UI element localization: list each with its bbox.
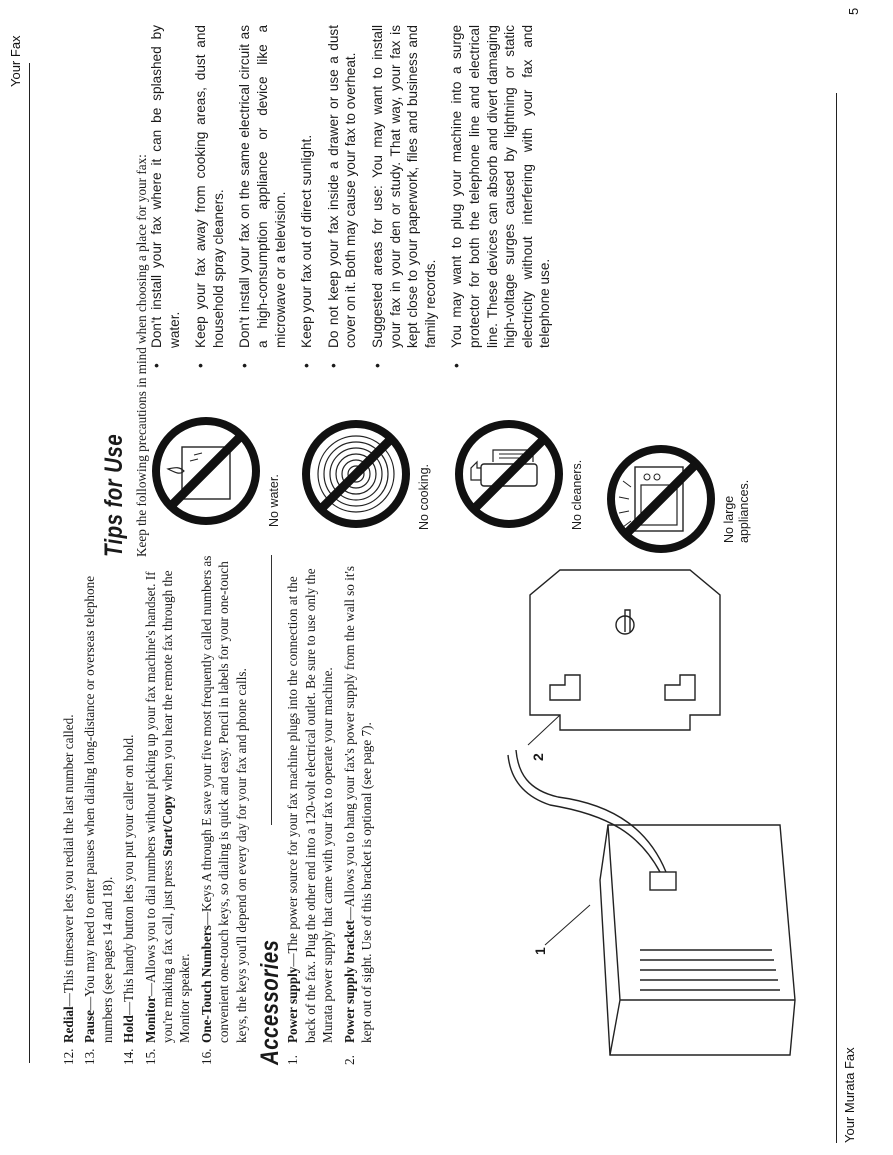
tips-intro: Keep the following precautions in mind when choosing a place for your fax: <box>134 154 149 557</box>
item-text: —Keys A through E save your five most frequently called numbers as convenient one-touch keys, so dialing is quick and easy. Pencil in labels for your one-touch keys, the keys you'll depend on every day for your fax and phone calls. <box>198 555 249 1043</box>
item-term: One-Touch Numbers <box>198 925 214 1043</box>
bullet: • <box>193 363 209 368</box>
callout-1: 1 <box>532 947 548 955</box>
no-large-appliances-icon <box>605 443 717 555</box>
running-foot: Your Murata Fax <box>842 1047 857 1143</box>
list-item <box>448 25 554 370</box>
item-term: Power supply <box>285 966 301 1043</box>
item-text: —The power source for your fax machine plugs into the connection at the back of the fax. Plug the other end into a 120-volt electrical outlet. Be sure to use only the Murata power supply that came with your fax to operate your machine. <box>285 568 336 1043</box>
no-cleaners-block <box>453 406 585 530</box>
power-supply-drawing <box>508 750 795 1055</box>
item-term: Power supply bracket <box>341 920 357 1043</box>
bullet-text: You may want to plug your machine into a surge protector for both the telephone line and electrical line. These devices can absorb and divert damaging high-voltage surges caused by lightning or static electricity without interfering with your fax and telephone use. <box>449 25 553 348</box>
item-text: —Allows you to hang your fax's power supply from the wall so it's kept out of sight. Use of this bracket is optional (see page 7). <box>341 565 375 1043</box>
running-head: Your Fax <box>8 35 23 87</box>
section-title-accessories: Accessories <box>256 939 285 1065</box>
item-number: 16. <box>198 1048 214 1065</box>
list-item <box>298 25 316 370</box>
no-cleaners-icon <box>453 418 565 530</box>
item-text: when you hear the remote fax through the Monitor speaker. <box>160 570 193 1043</box>
item-number: 1. <box>285 1055 301 1065</box>
item-text: —This handy button lets you put your caller on hold. <box>121 734 137 1016</box>
list-item <box>284 555 336 1065</box>
list-item <box>198 555 250 1065</box>
tips-section <box>100 37 150 557</box>
callout-2: 2 <box>530 753 546 761</box>
bullet: • <box>449 363 465 368</box>
list-item <box>369 25 439 370</box>
accessories-illustration <box>490 535 810 1095</box>
item-term: Monitor <box>142 996 158 1043</box>
bullet: • <box>149 363 164 368</box>
bullet: • <box>369 363 385 368</box>
accessories-section <box>256 555 375 1065</box>
bullet: • <box>325 363 341 368</box>
bullet-text: Do not keep your fax inside a drawer or use a dust cover on it. Both may cause your fax to overheat. <box>325 25 359 348</box>
item-term: Pause <box>82 1010 98 1043</box>
item-text: —You may need to enter pauses when dialing long-distance or overseas telephone numbers (see pages 14 and 18). <box>82 575 115 1043</box>
bracket-drawing <box>530 570 720 730</box>
icon-caption: No large appliances. <box>722 479 751 543</box>
item-number: 13. <box>82 1048 98 1065</box>
list-item <box>81 555 116 1065</box>
bottom-rule <box>836 93 837 1143</box>
no-cooking-icon <box>300 418 412 530</box>
list-item <box>192 25 227 370</box>
no-water-block <box>150 403 282 527</box>
no-cooking-block <box>300 406 432 530</box>
list-item <box>120 555 137 1065</box>
item-number: 2. <box>341 1055 357 1065</box>
icon-caption: No cleaners. <box>570 459 584 530</box>
no-large-appliances-block <box>605 431 752 555</box>
icon-caption: No cooking. <box>417 463 431 530</box>
list-item <box>341 555 376 1065</box>
no-water-icon <box>150 415 262 527</box>
bullet-text: Suggested areas for use: You may want to install your fax in your den or study. That way, your fax is kept close to your paperwork, files and business and family records. <box>369 25 438 348</box>
bullet: • <box>299 363 315 368</box>
section-title-tips: Tips for Use <box>100 433 128 557</box>
bullet-text: Don't install your fax on the same electrical circuit as a high-consumption appliance or device like a microwave or a television. <box>237 25 288 348</box>
item-number: 15. <box>142 1048 158 1065</box>
bullet-text: Don't install your fax where it can be splashed by water. <box>149 25 182 348</box>
top-rule <box>29 63 30 1063</box>
button-descriptions-list <box>60 555 250 1065</box>
bullet-text: Keep your fax away from cooking areas, dust and household spray cleaners. <box>193 25 226 348</box>
page-number: 5 <box>846 7 861 15</box>
item-number: 12. <box>61 1048 76 1065</box>
icon-caption: No water. <box>267 474 281 527</box>
list-item <box>236 25 289 370</box>
item-text: —Allows you to dial numbers without picking up your fax machine's handset. If you're making a fax call, just press <box>142 571 176 1043</box>
bullet-text: Keep your fax out of direct sunlight. <box>299 134 315 348</box>
item-text: —This timesaver lets you redial the last number called. <box>61 714 76 1007</box>
list-item <box>325 25 360 370</box>
list-item <box>60 555 77 1065</box>
tips-bullet-list <box>148 25 554 370</box>
left-column <box>60 555 380 1065</box>
item-term: Redial <box>61 1006 76 1043</box>
list-item <box>142 555 194 1065</box>
item-term: Start/Copy <box>160 794 176 857</box>
item-number: 14. <box>121 1048 137 1065</box>
bullet: • <box>237 363 253 368</box>
item-term: Hold <box>121 1015 137 1043</box>
accessories-list <box>284 555 375 1065</box>
leader-lines <box>528 715 590 945</box>
list-item <box>148 25 183 370</box>
tips-bullets-column <box>148 25 563 370</box>
